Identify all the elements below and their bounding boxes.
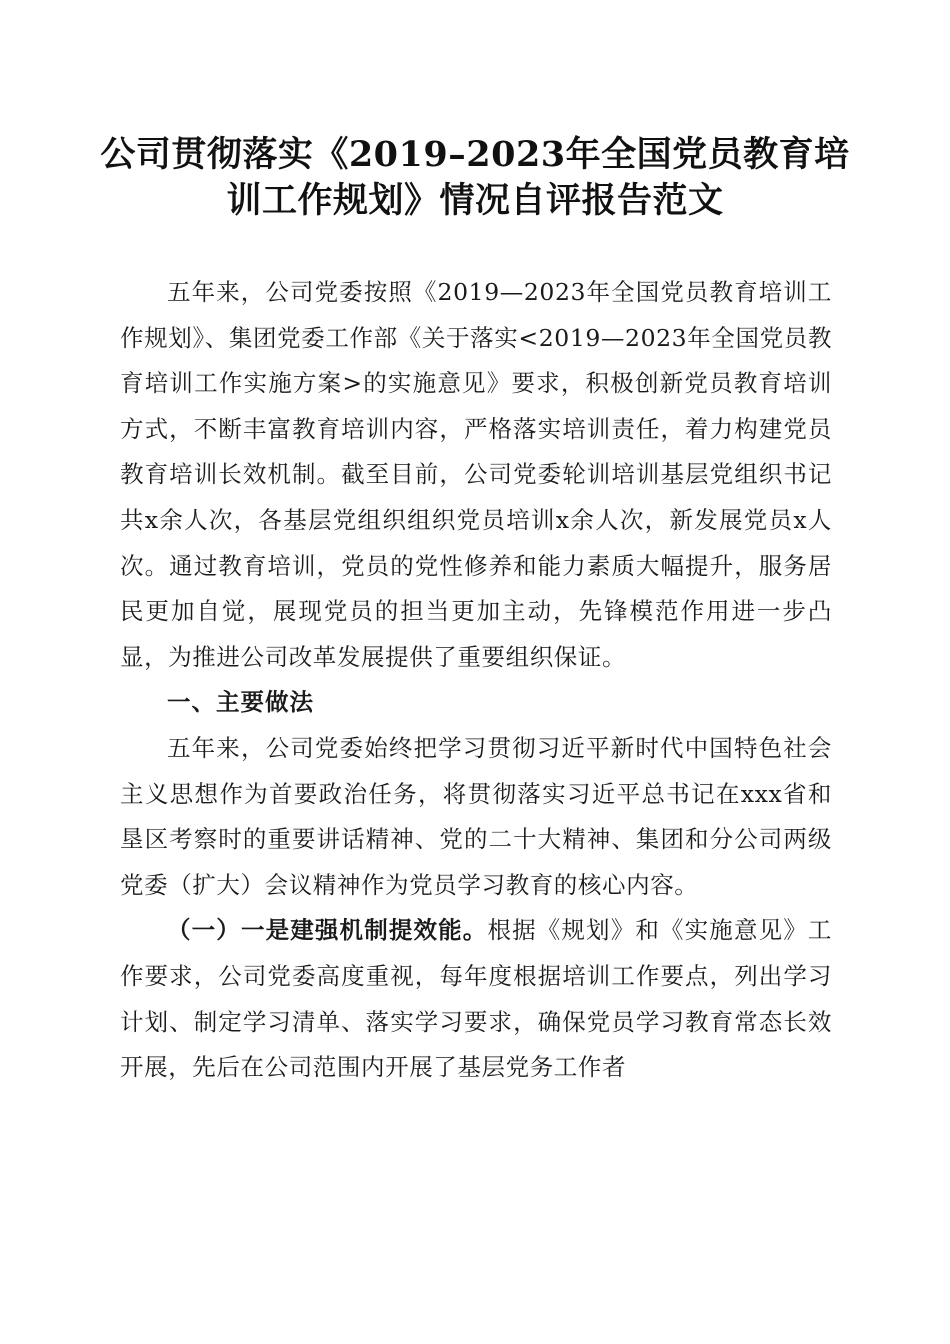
document-body	[120, 270, 832, 1091]
paragraph-mechanism-lead: （一）一是建强机制提效能。	[167, 916, 488, 945]
title-line-1: 公司贯彻落实《2019–2023年全国党员教育培	[100, 134, 850, 175]
paragraph-main-practices: 五年来，公司党委始终把学习贯彻习近平新时代中国特色社会主义思想作为首要政治任务，将贯彻落实习近平总书记在xxx省和垦区考察时的重要讲话精神、党的二十大精神、集团和分公司两级党委（扩大）会议精神作为党员学习教育的核心内容。	[120, 733, 832, 899]
document-title	[95, 132, 855, 224]
paragraph-intro: 五年来，公司党委按照《2019—2023年全国党员教育培训工作规划》、集团党委工作部《关于落实<2019—2023年全国党员教育培训工作实施方案>的实施意见》要求，积极创新党员教育培训方式，不断丰富教育培训内容，严格落实培训责任，着力构建党员教育培训长效机制。截至目前，公司党委轮训培训基层党组织书记共x余人次，各基层党组织组织党员培训x余人次，新发展党员x人次。通过教育培训，党员的党性修养和能力素质大幅提升，服务居民更加自觉，展现党员的担当更加主动，先锋模范作用进一步凸显，为推进公司改革发展提供了重要组织保证。	[120, 278, 832, 671]
paragraph-mechanism	[120, 908, 832, 1090]
title-line-2: 训工作规划》情况自评报告范文	[226, 180, 724, 221]
section-heading-main-practices: 一、主要做法	[167, 688, 314, 717]
paragraph-mechanism-text: 根据《规划》和《实施意见》工作要求，公司党委高度重视，每年度根据培训工作要点，列出学习计划、制定学习清单、落实学习要求，确保党员学习教育常态长效开展，先后在公司范围内开展了基层党务工作者	[120, 916, 832, 1082]
